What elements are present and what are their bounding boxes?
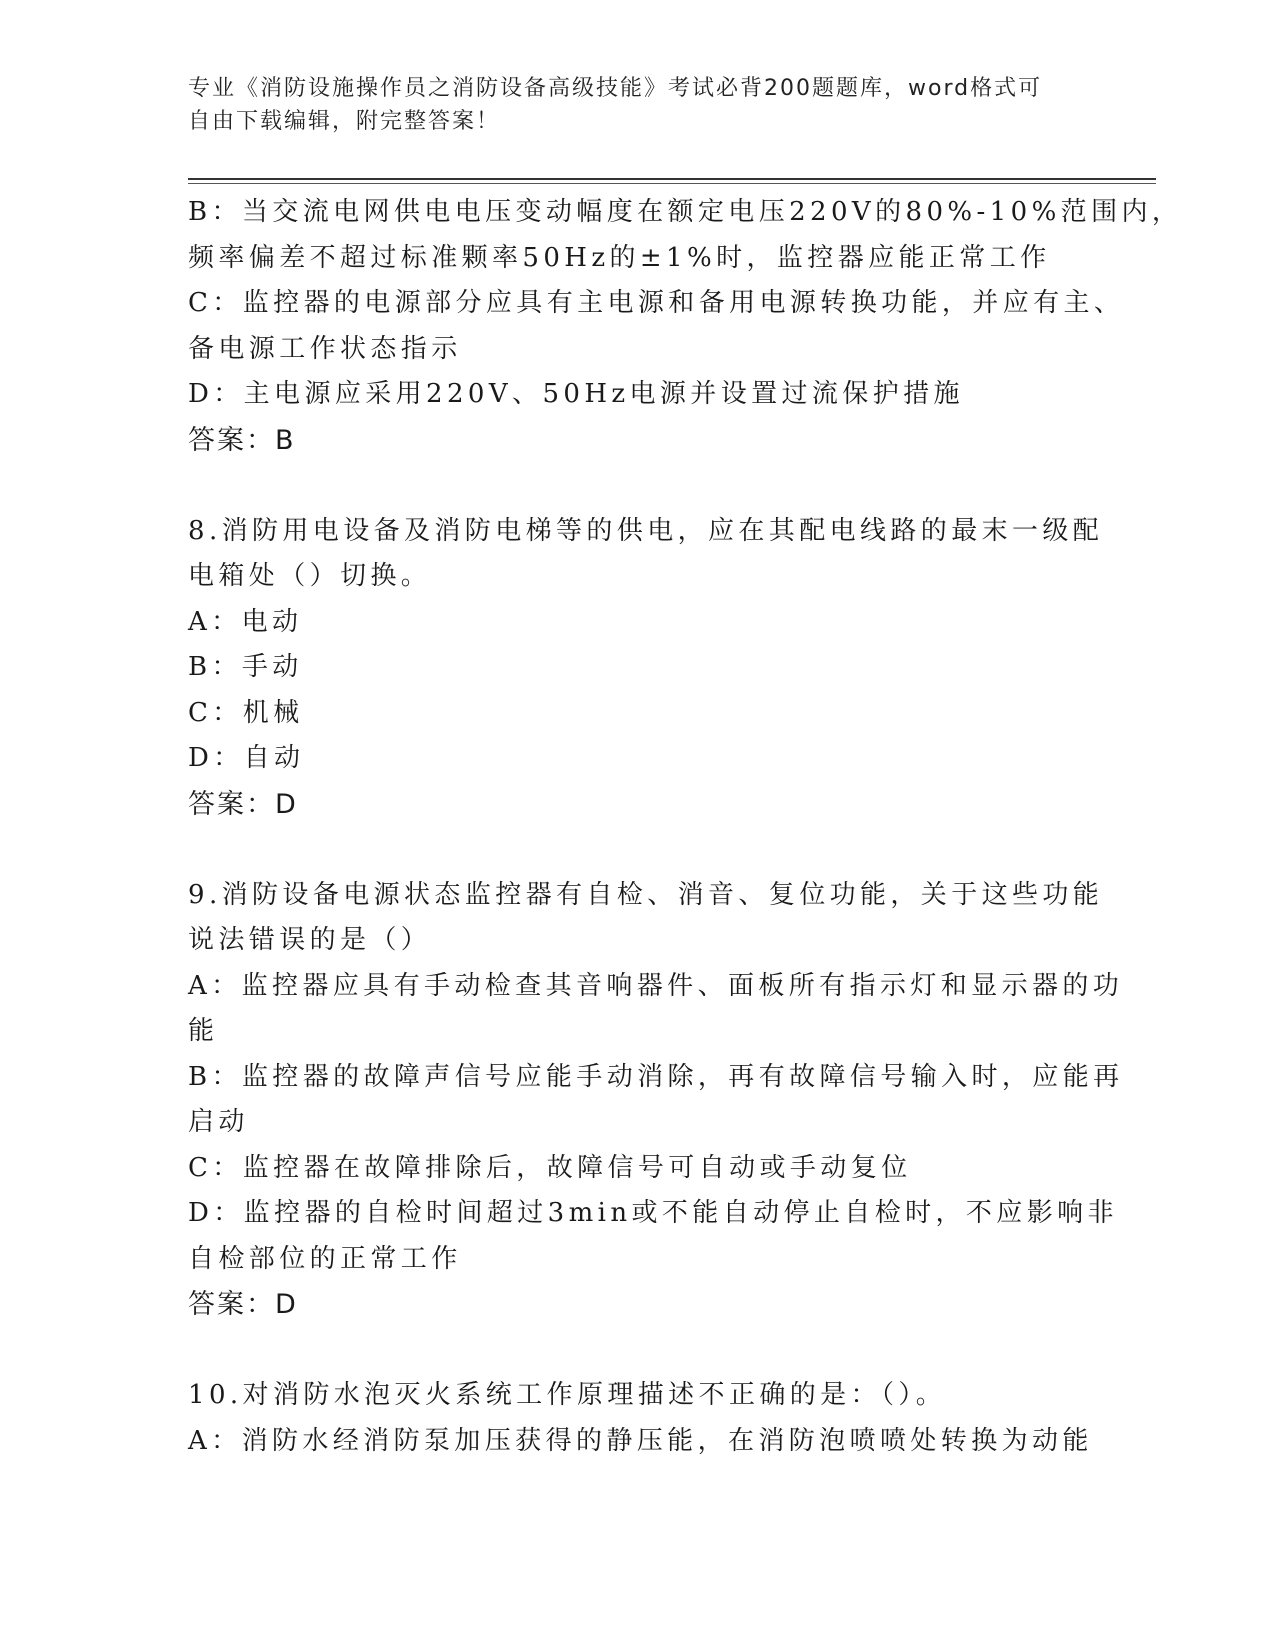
q9-option-b-line-2: 启动 [188, 1107, 249, 1137]
q8-answer: 答案：D [188, 788, 298, 820]
question-10 [188, 1373, 1093, 1464]
q9-answer: 答案：D [188, 1289, 298, 1320]
document-header [188, 72, 1068, 138]
q9-option-d-line-1: D：监控器的自检时间超过3min或不能自动停止自检时，不应影响非 [188, 1198, 1118, 1228]
q9-option-d-line-2: 自检部位的正常工作 [188, 1243, 462, 1274]
q8-stem-line-2: 电箱处（）切换。 [188, 561, 432, 591]
q9-option-a-line-1: A：监控器应具有手动检查其音响器件、面板所有指示灯和显示器的功 [188, 970, 1124, 1001]
question-list [188, 190, 1183, 1464]
q9-option-b-line-1: B：监控器的故障声信号应能手动消除，再有故障信号输入时，应能再 [188, 1061, 1124, 1092]
header-rule-thin [188, 183, 1156, 184]
q8-option-a: A：电动 [188, 606, 303, 637]
spacer [188, 1328, 1088, 1374]
q10-option-a-line-1: A：消防水经消防泵加压获得的静压能，在消防泡喷喷处转换为动能 [188, 1425, 1093, 1456]
q9-stem-line-1: 9.消防设备电源状态监控器有自检、消音、复位功能，关于这些功能 [188, 879, 1104, 910]
q8-option-c: C：机械 [188, 697, 304, 728]
q9-option-c: C：监控器在故障排除后，故障信号可自动或手动复位 [188, 1152, 912, 1183]
q7-answer: 答案：B [188, 424, 296, 456]
q9-option-a-line-2: 能 [188, 1016, 219, 1046]
header-line-2: 自由下载编辑，附完整答案！ [188, 109, 501, 134]
question-8 [188, 509, 1104, 828]
q7-option-c-line-1: C：监控器的电源部分应具有主电源和备用电源转换功能，并应有主、 [188, 288, 1125, 318]
q8-option-b: B：手动 [188, 652, 303, 682]
q8-stem-line-1: 8.消防用电设备及消防电梯等的供电，应在其配电线路的最末一级配 [188, 515, 1104, 546]
q7-option-d: D：主电源应采用220V、50Hz电源并设置过流保护措施 [188, 379, 964, 409]
spacer [188, 827, 1088, 873]
question-9 [188, 873, 1124, 1328]
q7-option-b-line-1: B：当交流电网供电电压变动幅度在额定电压220V的80%-10%范围内， [188, 197, 1183, 227]
q10-stem-line-1: 10.对消防水泡灭火系统工作原理描述不正确的是：（）。 [188, 1380, 947, 1410]
q7-option-b-line-2: 频率偏差不超过标准颗率50Hz的±1%时，监控器应能正常工作 [188, 242, 1051, 273]
header-rule-thick [188, 178, 1156, 180]
header-line-1: 专业《消防设施操作员之消防设备高级技能》考试必背200题题库，word格式可 [188, 76, 1043, 101]
q9-stem-line-2: 说法错误的是（） [188, 925, 432, 955]
spacer [188, 463, 1088, 509]
q7-option-c-line-2: 备电源工作状态指示 [188, 333, 462, 364]
q8-option-d: D：自动 [188, 743, 305, 773]
question-7-continued [188, 190, 1183, 463]
